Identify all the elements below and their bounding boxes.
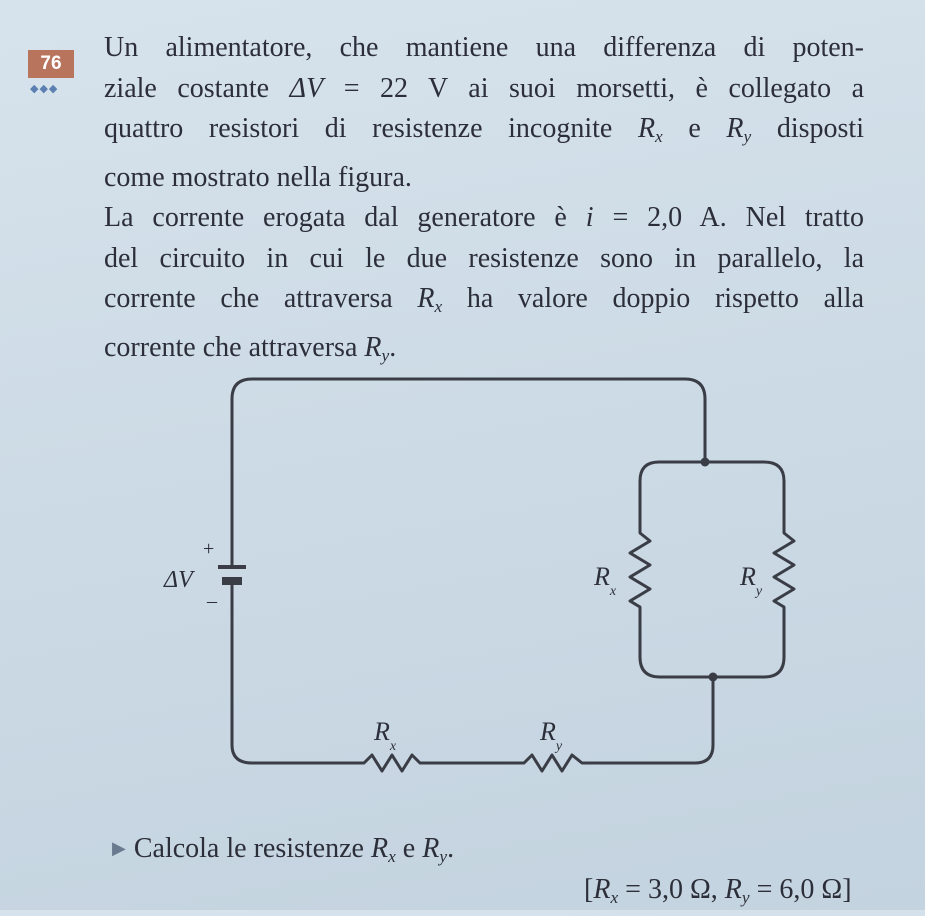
battery-minus: – bbox=[207, 590, 217, 612]
label-ry-parallel: $R_y$ bbox=[740, 562, 763, 599]
resistor-ry-series bbox=[515, 755, 590, 771]
statement-line: come mostrato nella figura. bbox=[104, 161, 412, 193]
difficulty-indicator: ◆◆◆ bbox=[30, 82, 59, 95]
resistor-rx-series bbox=[355, 755, 425, 771]
exercise-number: 76 bbox=[28, 50, 74, 78]
bullet-arrow-icon: ▶ bbox=[112, 838, 126, 858]
statement-line: Un alimentatore, che mantiene una differenza di poten- bbox=[104, 32, 864, 63]
battery-plate-short bbox=[222, 577, 242, 585]
wire-outer-bottom bbox=[232, 585, 355, 763]
question: ▶ Calcola le resistenze $R_x$ e $R_y$. bbox=[112, 830, 454, 875]
wire-series-right bbox=[590, 677, 713, 763]
voltage-label: ΔV bbox=[164, 567, 193, 593]
label-rx-parallel: $R_x$ bbox=[594, 562, 617, 599]
statement-line: corrente che attraversa $R_y$. bbox=[104, 331, 397, 366]
statement-line: ziale costante ΔV = 22 V ai suoi morsetti, è collegato a bbox=[104, 72, 865, 104]
circuit-diagram bbox=[150, 365, 810, 785]
battery-plate-long bbox=[218, 565, 246, 569]
problem-statement bbox=[104, 28, 864, 377]
battery-plus: + bbox=[203, 538, 215, 560]
statement-line: quattro resistori di resistenze incognite $R_x$ e $R_y$ disposti bbox=[104, 113, 864, 147]
junction-bottom bbox=[709, 673, 718, 682]
wire-parallel-top bbox=[640, 462, 784, 525]
wire-parallel-bottom bbox=[640, 613, 784, 677]
label-rx-series: $R_x$ bbox=[374, 717, 397, 754]
statement-line: corrente che attraversa $R_x$ ha valore doppio rispetto alla bbox=[104, 283, 864, 317]
statement-line: La corrente erogata dal generatore è i = 2,0 A. Nel tratto bbox=[104, 202, 865, 234]
junction-top bbox=[701, 458, 710, 467]
label-ry-series: $R_y$ bbox=[540, 717, 563, 754]
resistor-ry-parallel bbox=[774, 525, 794, 613]
wire-outer-top bbox=[232, 379, 705, 565]
statement-line: del circuito in cui le due resistenze sono in parallelo, la bbox=[104, 242, 864, 274]
resistor-rx-parallel bbox=[630, 525, 650, 613]
answer: [$R_x = 3,0$ Ω, $R_y = 6,0$ Ω] bbox=[584, 874, 852, 908]
